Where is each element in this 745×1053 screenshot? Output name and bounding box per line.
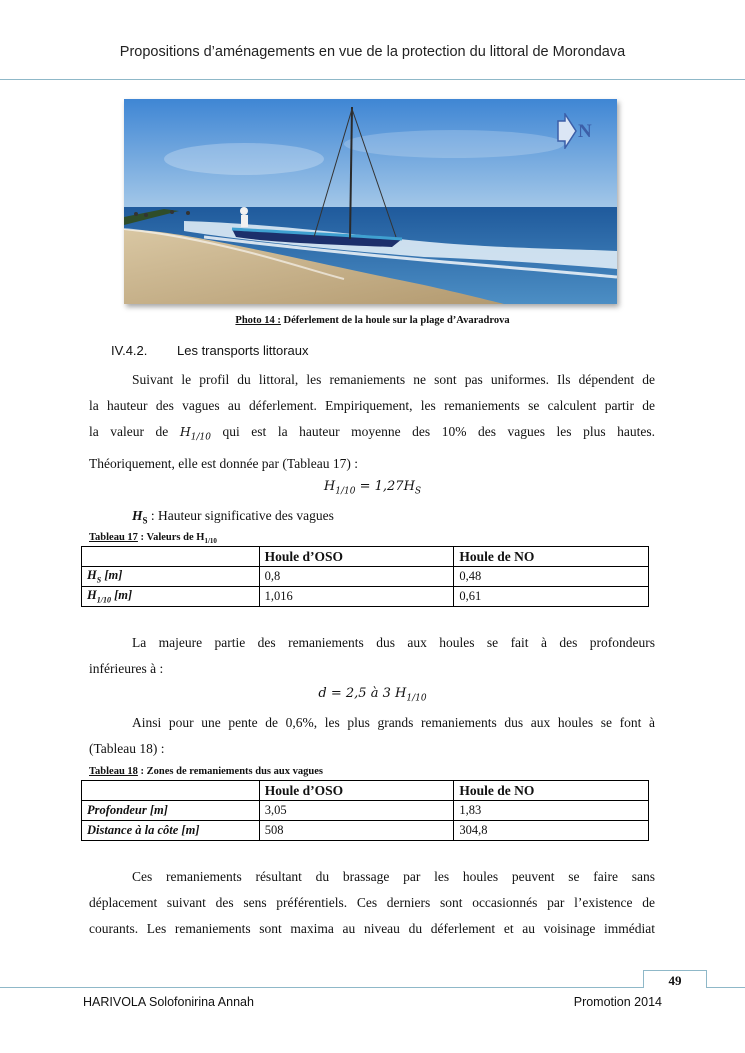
- paragraph-4: Ces remaniements résultant du brassage par les houles peuvent se faire sans déplacement suivant des sens préférentiels. Ces derniers sont occasionnés par l’existence de courants. Les remaniements sont maxima au niveau du déferlement et au voisinage immédiat: [89, 869, 655, 936]
- north-label: N: [578, 121, 592, 142]
- table-cell: 0,61: [454, 587, 649, 607]
- page-number: 49: [643, 970, 707, 988]
- table-row: [82, 801, 649, 821]
- table-header-cell: Houle d’OSO: [259, 781, 454, 801]
- table-header-cell: Houle de NO: [454, 547, 649, 567]
- table-cell: 0,8: [259, 567, 454, 587]
- paragraph-3: Ainsi pour une pente de 0,6%, les plus grands remaniements dus aux houles se font à (Tableau 18) :: [89, 715, 655, 756]
- formula-h110: $H_{1/10} = 1,27H_S$: [323, 479, 422, 497]
- section-number: IV.4.2.: [111, 343, 148, 358]
- table-17: [81, 546, 649, 607]
- table18-caption: Tableau 18 : Zones de remaniements dus aux vagues: [89, 766, 323, 777]
- table-cell: 3,05: [259, 801, 454, 821]
- north-arrow-icon: [556, 113, 578, 149]
- header-divider: [0, 79, 745, 80]
- formula-depth: d = 2,5 à 3 $H_{1/10}$: [318, 686, 427, 704]
- section-heading: [111, 343, 309, 358]
- beach-photo: [124, 99, 617, 304]
- table17-caption: Tableau 17 : Valeurs de $H_{1/10}$: [89, 532, 217, 546]
- section-title: Les transports littoraux: [177, 343, 309, 358]
- table-row: [82, 567, 649, 587]
- table-header-cell: [82, 547, 260, 567]
- page-header-title: Propositions d’aménagements en vue de la protection du littoral de Morondava: [119, 44, 626, 60]
- footer-divider: [0, 987, 745, 988]
- footer-promotion: Promotion 2014: [573, 995, 662, 1009]
- table-cell: 1,016: [259, 587, 454, 607]
- row-label: $H_S$ [m]: [82, 567, 260, 587]
- table-row: [82, 821, 649, 841]
- table-header-cell: Houle d’OSO: [259, 547, 454, 567]
- table-header-cell: Houle de NO: [454, 781, 649, 801]
- table-cell: 0,48: [454, 567, 649, 587]
- photo-caption: Photo 14 : Déferlement de la houle sur la plage d’Avaradrova: [235, 315, 510, 326]
- row-label: Profondeur [m]: [82, 801, 260, 821]
- table-cell: 1,83: [454, 801, 649, 821]
- hs-definition: $H_S$ : Hauteur significative des vagues: [132, 508, 334, 526]
- row-label: Distance à la côte [m]: [82, 821, 260, 841]
- footer-author: HARIVOLA Solofonirina Annah: [83, 995, 254, 1009]
- row-label: $H_{1/10}$ [m]: [82, 587, 260, 607]
- table-row: [82, 587, 649, 607]
- paragraph-1: Suivant le profil du littoral, les remaniements ne sont pas uniformes. Ils dépendent de la hauteur des vagues au déferlement. Empiriquement, les remaniements se calculent partir de la valeur de $H_{1/10}$ qui est la hauteur moyenne des 10% des vagues les plus hautes. Théoriquement, elle est donnée par (Tableau 17) :: [89, 372, 655, 471]
- table-18: [81, 780, 649, 841]
- table-cell: 508: [259, 821, 454, 841]
- table-header-cell: [82, 781, 260, 801]
- paragraph-2: La majeure partie des remaniements dus aux houles se fait à des profondeurs inférieures à :: [89, 635, 655, 676]
- table-cell: 304,8: [454, 821, 649, 841]
